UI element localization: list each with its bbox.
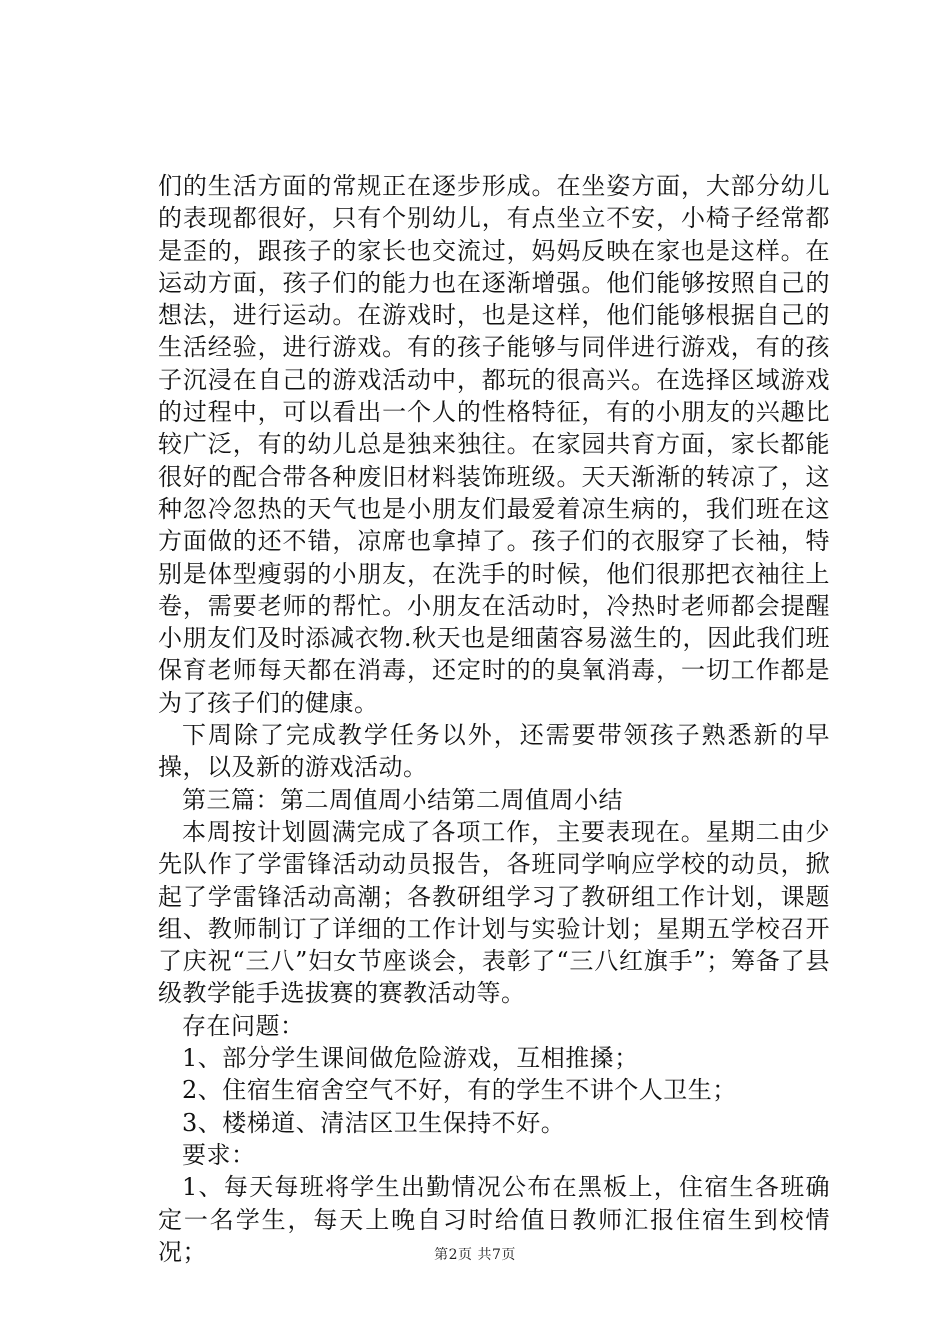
- requirements-heading: 要求：: [182, 1140, 256, 1169]
- paragraph-next-week: 下周除了完成教学任务以外，还需要带领孩子熟悉新的早操，以及新的游戏活动。: [158, 721, 830, 782]
- section-heading: 第三篇：第二周值周小结第二周值周小结: [182, 785, 623, 814]
- paragraph-summary: 本周按计划圆满完成了各项工作，主要表现在。星期二由少先队作了学雷锋活动动员报告，各班同学响应学校的动员，掀起了学雷锋活动高潮；各教研组学习了教研组工作计划，课题组、教师制订了详细的工作计划与实验计划；星期五学校召开了庆祝“三八”妇女节座谈会，表彰了“三八红旗手”；筹备了县级教学能手选拔赛的赛教活动等。: [158, 817, 830, 1008]
- paragraph-continuation: 们的生活方面的常规正在逐步形成。在坐姿方面，大部分幼儿的表现都很好，只有个别幼儿，有点坐立不安，小椅子经常都是歪的，跟孩子的家长也交流过，妈妈反映在家也是这样。在运动方面，孩子们的能力也在逐渐增强。他们能够按照自己的想法，进行运动。在游戏时，也是这样，他们能够根据自己的生活经验，进行游戏。有的孩子能够与同伴进行游戏，有的孩子沉浸在自己的游戏活动中，都玩的很高兴。在选择区域游戏的过程中，可以看出一个人的性格特征，有的小朋友的兴趣比较广泛，有的幼儿总是独来独往。在家园共育方面，家长都能很好的配合带各种废旧材料装饰班级。天天渐渐的转凉了，这种忽冷忽热的天气也是小朋友们最爱着凉生病的，我们班在这方面做的还不错，凉席也拿掉了。孩子们的衣服穿了长袖，特别是体型瘦弱的小朋友，在洗手的时候，他们很那把衣袖往上卷，需要老师的帮忙。小朋友在活动时，冷热时老师都会提醒小朋友们及时添减衣物.秋天也是细菌容易滋生的，因此我们班保育老师每天都在消毒，还定时的的臭氧消毒，一切工作都是为了孩子们的健康。: [158, 172, 830, 717]
- requirement-item-1: 1、每天每班将学生出勤情况公布在黑板上，住宿生各班确定一名学生，每天上晚自习时给值日教师汇报住宿生到校情况；: [158, 1173, 830, 1266]
- problem-item-1: 1、部分学生课间做危险游戏，互相推搡；: [182, 1044, 639, 1073]
- problem-item-2: 2、住宿生宿舍空气不好，有的学生不讲个人卫生；: [182, 1076, 737, 1105]
- problem-item-3: 3、楼梯道、清洁区卫生保持不好。: [182, 1108, 566, 1137]
- document-body: [158, 170, 830, 1268]
- page-footer: 第2页 共7页: [434, 1247, 516, 1263]
- problems-heading: 存在问题：: [182, 1011, 305, 1040]
